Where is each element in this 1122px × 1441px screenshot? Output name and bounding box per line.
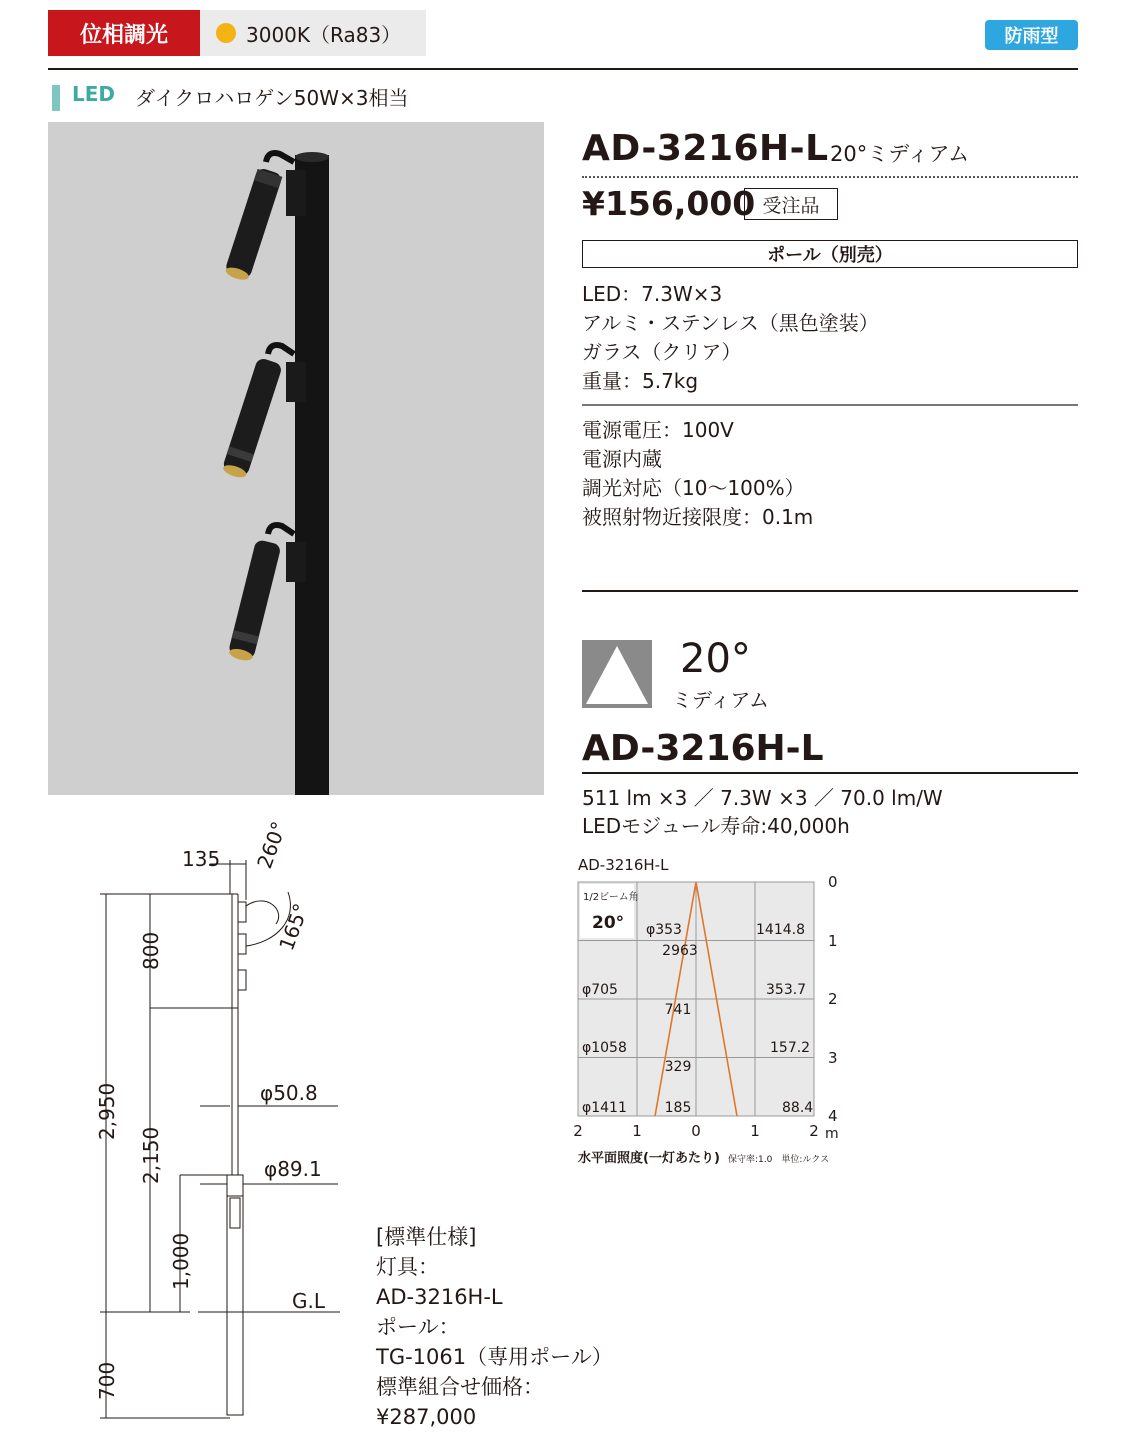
spec-list-b bbox=[582, 416, 813, 532]
color-temp-text: 3000K（Ra83） bbox=[246, 22, 402, 47]
beam-label: 20°ミディアム bbox=[830, 142, 970, 166]
spotlight-3 bbox=[227, 525, 306, 663]
pole-note: ポール（別売） bbox=[582, 240, 1078, 268]
fixture-model: AD-3216H-L bbox=[376, 1285, 503, 1309]
x-axis-ticks bbox=[573, 1122, 819, 1140]
fixture-label: 灯具： bbox=[376, 1255, 439, 1279]
led-marker bbox=[52, 85, 60, 111]
illuminance-chart bbox=[570, 848, 870, 1178]
spotlight-1 bbox=[223, 153, 306, 282]
spec-voltage: 電源電圧：100V bbox=[582, 418, 734, 442]
spec-divider bbox=[582, 404, 1078, 406]
unit-m: m bbox=[825, 1126, 839, 1142]
center-value-4: 185 bbox=[664, 1100, 692, 1116]
performance-divider bbox=[582, 772, 1078, 774]
dim-165: 165° bbox=[274, 900, 314, 954]
center-value-3: 329 bbox=[664, 1059, 692, 1075]
spec-led: LED：7.3W×3 bbox=[582, 282, 723, 306]
spotlight-2 bbox=[221, 345, 306, 480]
y-tick-2: 2 bbox=[828, 990, 838, 1008]
dim-phi-50: φ50.8 bbox=[260, 1081, 318, 1105]
order-tag: 受注品 bbox=[744, 188, 838, 220]
center-value-1: 2963 bbox=[662, 943, 698, 959]
right-value-2: 353.7 bbox=[766, 982, 807, 998]
pole-label: ポール： bbox=[376, 1315, 460, 1339]
product-price: ¥156,000 bbox=[582, 184, 756, 223]
right-value-4: 88.4 bbox=[782, 1100, 814, 1116]
dimension-labels bbox=[95, 818, 326, 1400]
spec-power-supply: 電源内蔵 bbox=[582, 447, 662, 471]
header-divider bbox=[48, 68, 1078, 70]
spec-weight: 重量：5.7kg bbox=[582, 369, 699, 393]
dim-260: 260° bbox=[252, 818, 292, 872]
beam-angle-icon bbox=[582, 640, 652, 708]
spec-list-a bbox=[582, 280, 879, 396]
dimming-tag: 位相調光 bbox=[48, 10, 200, 56]
x-tick-3: 1 bbox=[750, 1122, 760, 1140]
half-beam-label: 1/2ビーム角 bbox=[583, 892, 639, 903]
beam-degree: 20° bbox=[680, 636, 751, 682]
beam-name: ミディアム bbox=[672, 688, 769, 712]
standard-spec bbox=[376, 1222, 613, 1432]
dim-2950: 2,950 bbox=[95, 1082, 119, 1140]
lumen-spec: 511 lm ×3 ／ 7.3W ×3 ／ 70.0 lm/W bbox=[582, 786, 943, 810]
product-photo-illustration bbox=[48, 122, 544, 795]
chart-caption: 水平面照度(一灯あたり) bbox=[578, 1151, 720, 1166]
dim-135: 135 bbox=[182, 847, 221, 871]
x-tick-0: 2 bbox=[573, 1122, 583, 1140]
rainproof-badge: 防雨型 bbox=[985, 20, 1078, 50]
x-tick-2: 0 bbox=[691, 1122, 701, 1140]
combo-price: ¥287,000 bbox=[376, 1405, 477, 1429]
right-value-3: 157.2 bbox=[770, 1040, 811, 1056]
spec-glass: ガラス（クリア） bbox=[582, 340, 742, 364]
led-label: LED bbox=[72, 82, 116, 106]
y-tick-3: 3 bbox=[828, 1049, 838, 1067]
color-temp-dot-icon bbox=[216, 23, 236, 43]
dimension-lines bbox=[100, 860, 340, 1418]
spec-material: アルミ・ステンレス（黒色塗装） bbox=[582, 311, 879, 335]
dimension-drawing bbox=[70, 800, 370, 1430]
standard-title: [標準仕様] bbox=[376, 1225, 477, 1249]
y-axis-ticks bbox=[828, 873, 838, 1125]
right-value-1: 1414.8 bbox=[756, 922, 805, 938]
dim-2150: 2,150 bbox=[139, 1126, 163, 1184]
pole-model: TG-1061（専用ポール） bbox=[376, 1345, 613, 1369]
color-temp-tag bbox=[200, 10, 426, 56]
diameter-2: φ705 bbox=[582, 982, 618, 998]
spec-dimming: 調光対応（10〜100%） bbox=[582, 476, 805, 500]
ground-level: G.L bbox=[292, 1289, 325, 1313]
performance-model: AD-3216H-L bbox=[582, 728, 824, 769]
dim-phi-89: φ89.1 bbox=[264, 1157, 322, 1181]
chart-caption-small: 保守率:1.0 単位:ルクス bbox=[728, 1155, 830, 1165]
center-value-2: 741 bbox=[664, 1002, 692, 1018]
dim-700: 700 bbox=[95, 1361, 119, 1400]
spec-proximity: 被照射物近接限度：0.1m bbox=[582, 505, 814, 529]
led-equivalent: ダイクロハロゲン50W×3相当 bbox=[135, 86, 409, 110]
module-life: LEDモジュール寿命:40,000h bbox=[582, 814, 850, 838]
section-divider bbox=[582, 590, 1078, 592]
x-tick-4: 2 bbox=[809, 1122, 819, 1140]
y-tick-4: 4 bbox=[828, 1107, 838, 1125]
dotted-divider bbox=[582, 176, 1078, 178]
dim-1000: 1,000 bbox=[169, 1232, 193, 1290]
y-tick-1: 1 bbox=[828, 932, 838, 950]
product-photo bbox=[48, 122, 544, 795]
diameter-3: φ1058 bbox=[582, 1040, 627, 1056]
chart-title: AD-3216H-L bbox=[578, 856, 669, 874]
y-tick-0: 0 bbox=[828, 873, 838, 891]
dim-800: 800 bbox=[139, 931, 163, 970]
diameter-4: φ1411 bbox=[582, 1100, 627, 1116]
x-tick-1: 1 bbox=[632, 1122, 642, 1140]
combo-label: 標準組合せ価格： bbox=[376, 1375, 544, 1399]
diameter-1: φ353 bbox=[646, 922, 682, 938]
product-model: AD-3216H-L bbox=[582, 128, 829, 169]
half-beam-value: 20° bbox=[592, 913, 625, 933]
